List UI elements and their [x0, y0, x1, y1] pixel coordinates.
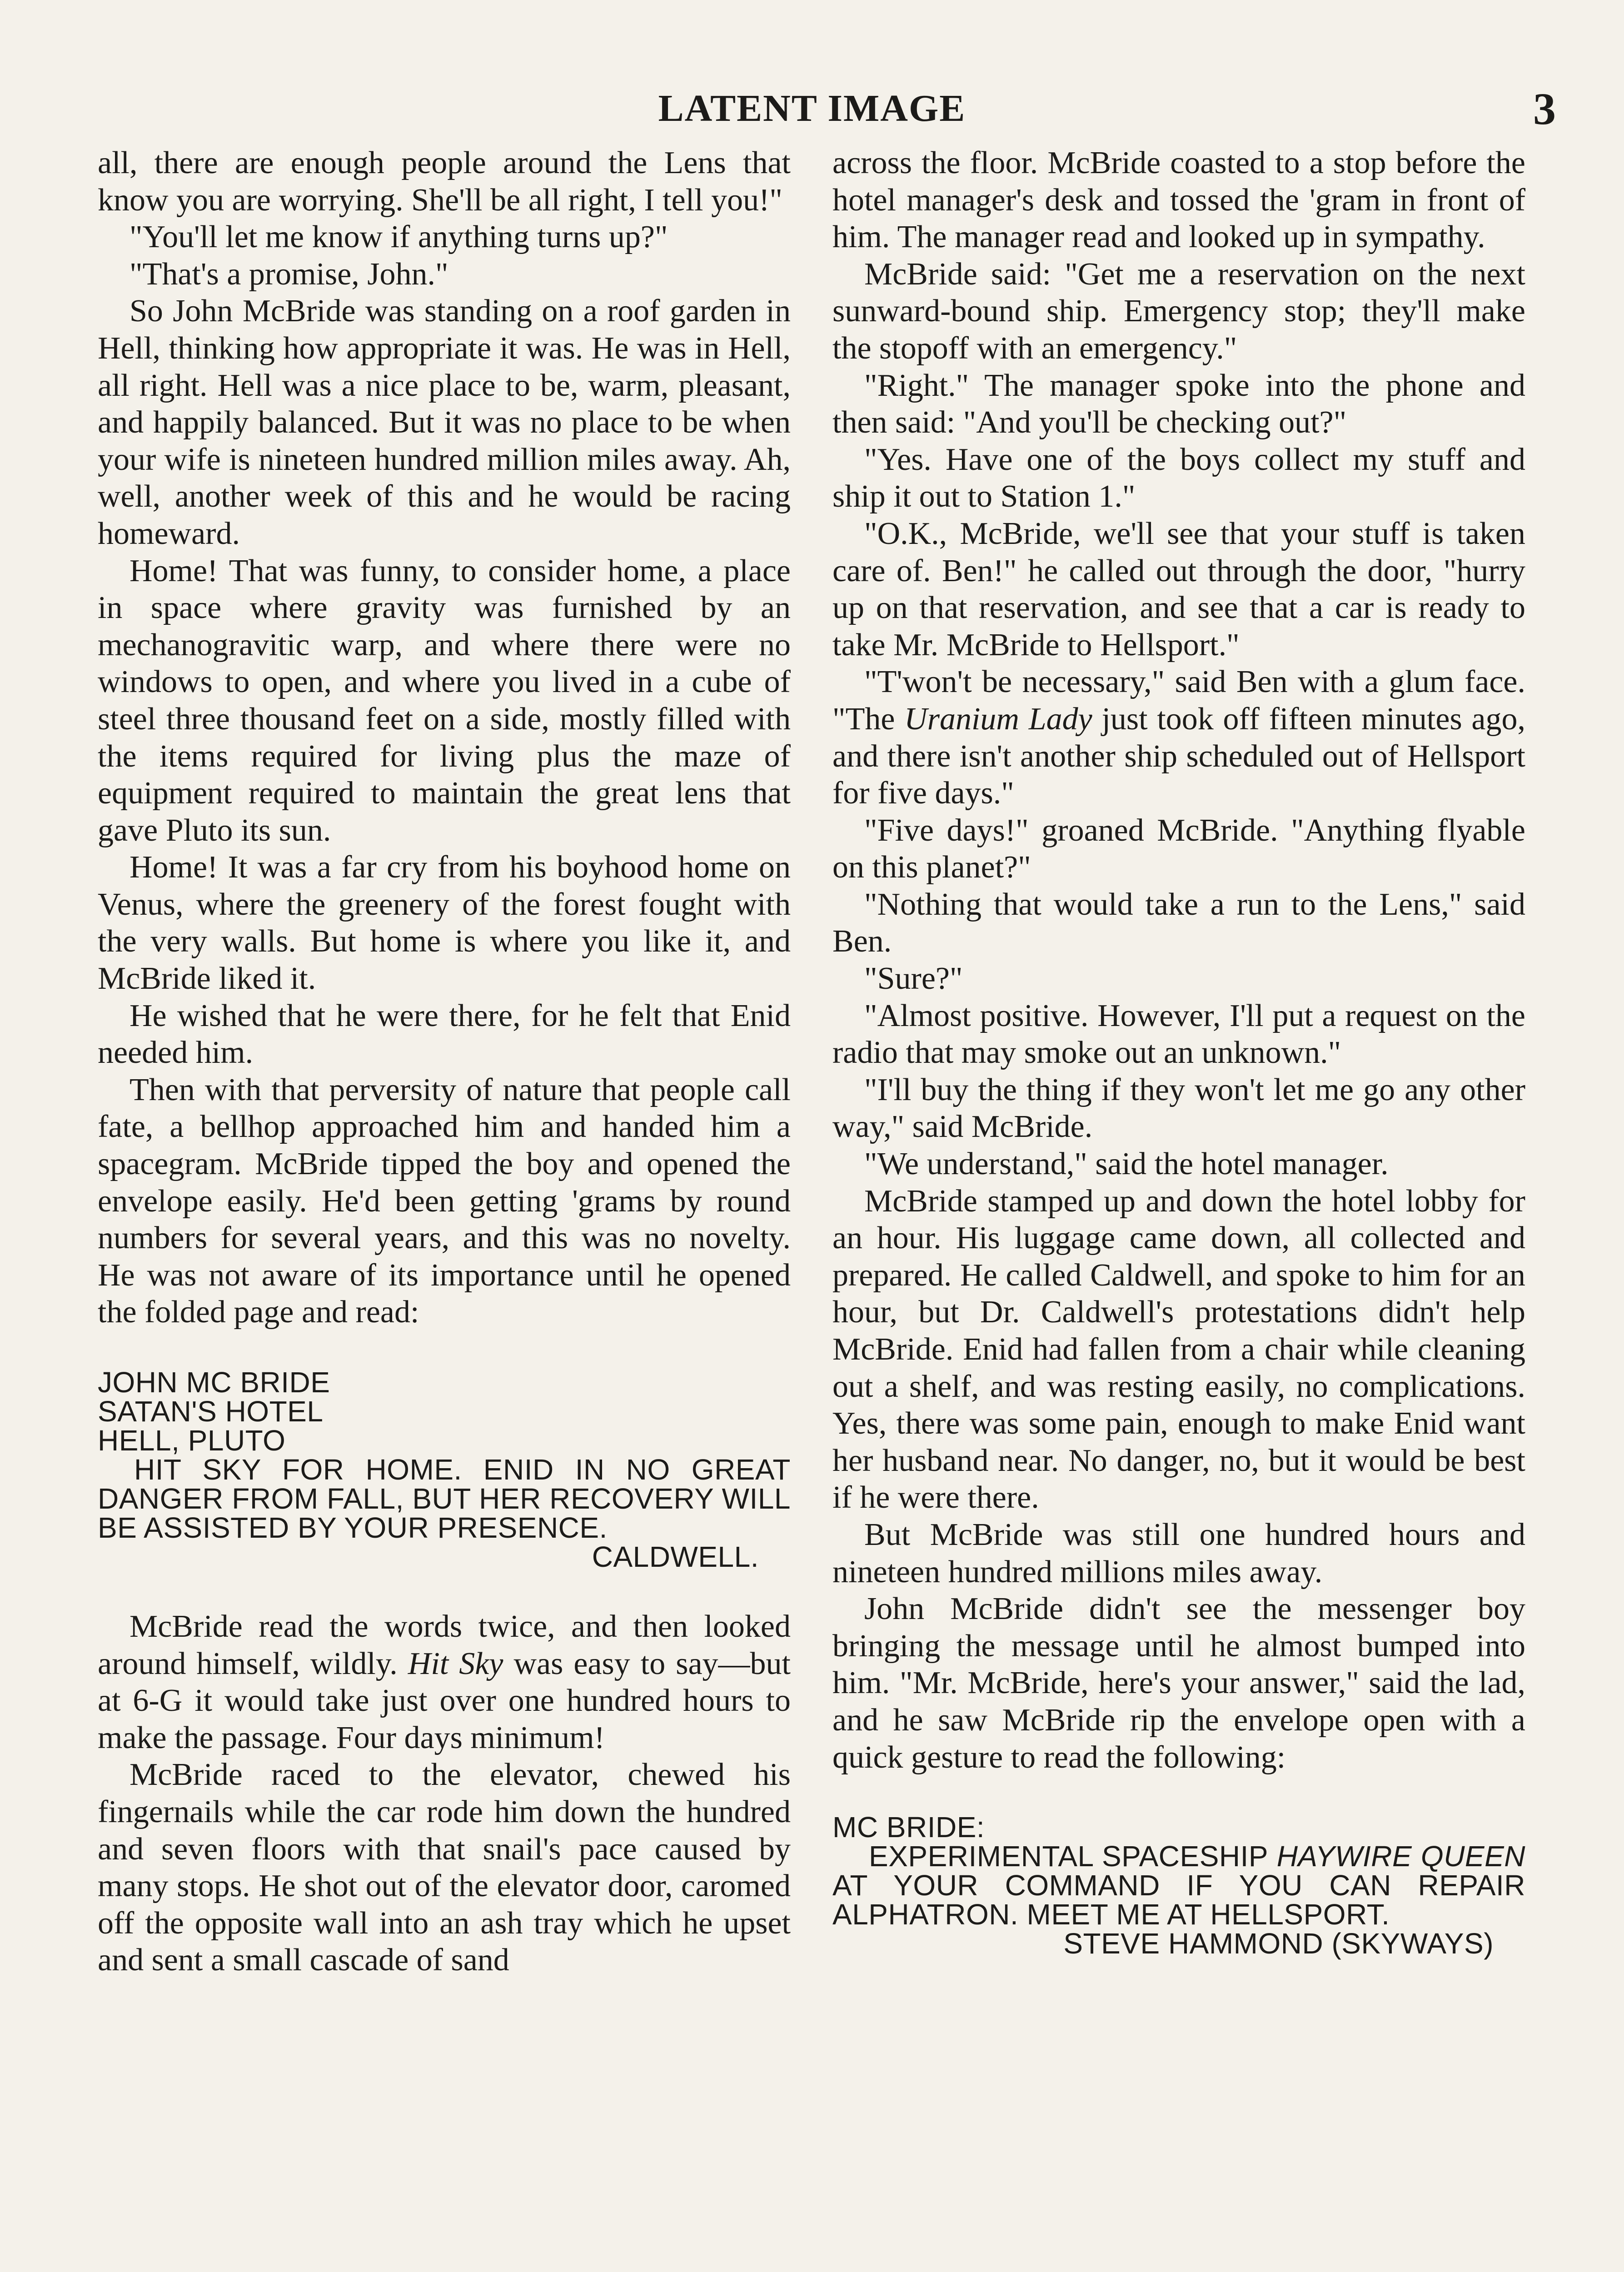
paragraph: "Right." The manager spoke into the phone and then said: "And you'll be checking out?" [832, 368, 1525, 440]
paragraph: Home! It was a far cry from his boyhood home on Venus, where the greenery of the forest fought with the very walls. But home is where you like it, and McBride liked it. [98, 850, 791, 996]
paragraph: McBride raced to the elevator, chewed his fingernails while the car rode him down the hundred and seven floors with that snail's pace caused by many stops. He shot out of the elevator door, caromed off the opposite wall into an ash tray which he upset and sent a small cascade of sand [98, 1757, 791, 1978]
paragraph [98, 1608, 791, 1756]
spacer [98, 1331, 791, 1368]
paragraph: He wished that he were there, for he felt that Enid needed him. [98, 998, 791, 1071]
paragraph: Home! That was funny, to consider home, a place in space where gravity was furnished by an mechanogravitic warp, and where there were no windows to open, and where you lived in a cube of steel three thousand feet on a side, mostly filled with the items required for living plus the maze of equipment required to maintain the great lens that gave Pluto its sun. [98, 553, 791, 848]
telegram-signature: CALDWELL. [592, 1540, 759, 1573]
emphasis: Hit Sky [408, 1646, 503, 1681]
paragraph-text: "T'won't be necessary," said Ben with a glum face. "The [832, 664, 1525, 737]
paragraph: across the floor. McBride coasted to a stop before the hotel manager's desk and tossed the 'gram in front of him. The manager read and looked up in sympathy. [832, 145, 1525, 255]
paragraph: "I'll buy the thing if they won't let me go any other way," said McBride. [832, 1072, 1525, 1145]
telegram-text: AT YOUR COMMAND IF YOU CAN REPAIR ALPHATRON. MEET ME AT HELLSPORT. [832, 1869, 1525, 1931]
right-column [832, 144, 1525, 1958]
page-header [0, 86, 1624, 136]
spacer [832, 1776, 1525, 1813]
paragraph [832, 663, 1525, 812]
paragraph: But McBride was still one hundred hours and nineteen hundred millions miles away. [832, 1517, 1525, 1589]
paragraph: all, there are enough people around the Lens that know you are worrying. She'll be all right, I tell you!" [98, 145, 791, 218]
paragraph: So John McBride was standing on a roof garden in Hell, thinking how appropriate it was. He was in Hell, all right. Hell was a nice place to be, warm, pleasant, and happily balanced. But it was no place to be when your wife is nineteen hundred million miles away. Ah, well, another week of this and he would be racing homeward. [98, 294, 791, 551]
telegram-address-line: HELL, PLUTO [98, 1424, 286, 1457]
telegram-address-line: MC BRIDE: [832, 1811, 985, 1844]
emphasis: Uranium Lady [904, 701, 1092, 737]
paragraph: "Yes. Have one of the boys collect my stuff and ship it out to Station 1." [832, 442, 1525, 514]
page-number: 3 [1533, 84, 1556, 134]
telegram-address-line: JOHN MC BRIDE [98, 1366, 330, 1399]
telegram-address-line: SATAN'S HOTEL [98, 1395, 324, 1428]
left-column [98, 144, 791, 1979]
paragraph: "We understand," said the hotel manager. [864, 1146, 1389, 1182]
paragraph: "You'll let me know if anything turns up?" [130, 219, 668, 255]
paragraph: "Almost positive. However, I'll put a request on the radio that may smoke out an unknown." [832, 998, 1525, 1071]
paragraph: John McBride didn't see the messenger boy bringing the message until he almost bumped into him. "Mr. McBride, here's your answer," said the lad, and he saw McBride rip the envelope open with a quick gesture to read the following: [832, 1591, 1525, 1775]
paragraph: "O.K., McBride, we'll see that your stuff is taken care of. Ben!" he called out through the door, "hurry up on that reservation, and see that a car is ready to take Mr. McBride to Hellsport." [832, 516, 1525, 663]
spacegram-hammond [832, 1813, 1525, 1958]
telegram-message [832, 1842, 1525, 1929]
paragraph: McBride stamped up and down the hotel lobby for an hour. His luggage came down, all collected and prepared. He called Caldwell, and spoke to him for an hour, but Dr. Caldwell's protestations didn't help McBride. Enid had fallen from a chair while cleaning out a shelf, and was resting easily, no complications. Yes, there was some pain, enough to make Enid want her husband near. No danger, no, but it would be best if he were there. [832, 1183, 1525, 1515]
paragraph: Then with that perversity of nature that people call fate, a bellhop approached him and handed him a spacegram. McBride tipped the boy and opened the envelope easily. He'd been getting 'grams by round numbers for several years, and this was no novelty. He was not aware of its importance until he opened the folded page and read: [98, 1072, 791, 1330]
running-title: LATENT IMAGE [658, 87, 966, 130]
paragraph: "Nothing that would take a run to the Lens," said Ben. [832, 887, 1525, 959]
paragraph-text: just took off fifteen minutes ago, and there isn't another ship scheduled out of Hellsport for five days." [832, 701, 1526, 811]
paragraph: McBride said: "Get me a reservation on the next sunward-bound ship. Emergency stop; they'll make the stopoff with an emergency." [832, 256, 1525, 366]
spacegram-caldwell [98, 1368, 791, 1571]
telegram-signature: STEVE HAMMOND (SKYWAYS) [1063, 1927, 1494, 1960]
paragraph-text: McBride read the words twice, and then looked around himself, wildly. [98, 1609, 791, 1681]
paragraph: "Sure?" [864, 961, 963, 996]
paragraph-text: was easy to say—but at 6-G it would take just over one hundred hours to make the passage. Four days minimum! [98, 1646, 791, 1755]
spacer [98, 1571, 791, 1608]
telegram-text: EXPERIMENTAL SPACESHIP [869, 1840, 1277, 1873]
paragraph: "Five days!" groaned McBride. "Anything flyable on this planet?" [832, 812, 1525, 885]
paragraph: "That's a promise, John." [130, 256, 448, 292]
telegram-message: HIT SKY FOR HOME. ENID IN NO GREAT DANGER FROM FALL, BUT HER RECOVERY WILL BE ASSISTED BY YOUR PRESENCE. [98, 1453, 791, 1544]
emphasis: HAYWIRE QUEEN [1276, 1840, 1526, 1873]
